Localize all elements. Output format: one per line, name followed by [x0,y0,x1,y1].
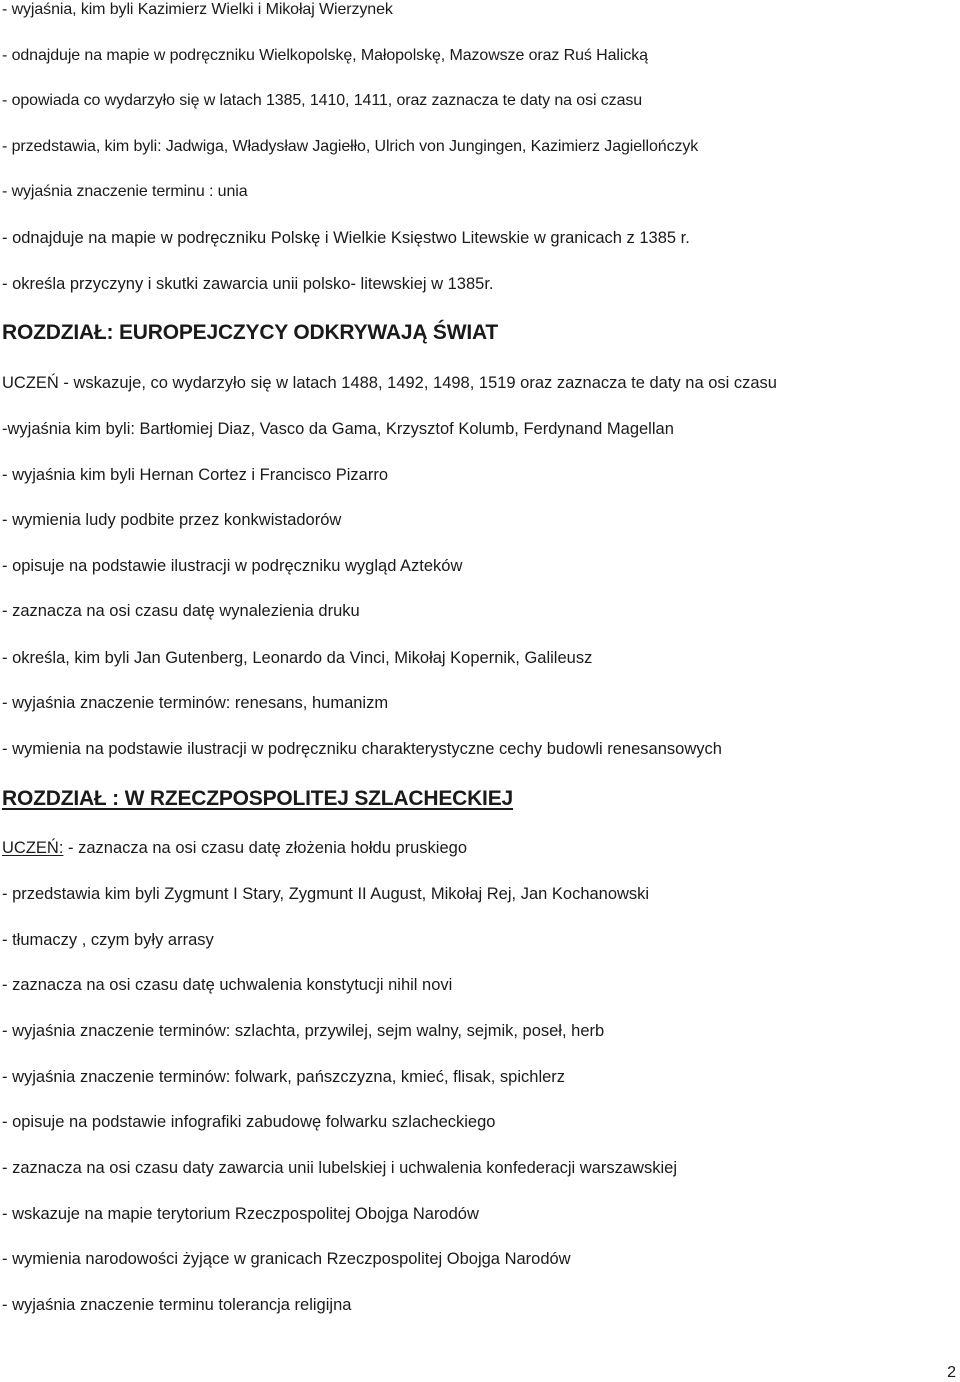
list-item: - odnajduje na mapie w podręczniku Wielkopolskę, Małopolskę, Mazowsze oraz Ruś Halicką [2,47,648,64]
page-number: 2 [947,1364,956,1381]
list-item: - opisuje na podstawie infografiki zabudowę folwarku szlacheckiego [2,1113,496,1131]
list-item: - opowiada co wydarzyło się w latach 1385, 1410, 1411, oraz zaznacza te daty na osi czasu [2,92,643,109]
list-item: - wyjaśnia, kim byli Kazimierz Wielki i Mikołaj Wierzynek [2,1,393,18]
list-item: - zaznacza na osi czasu datę wynalezienia druku [2,602,360,620]
list-item: - wymienia ludy podbite przez konkwistadorów [2,511,342,529]
list-item: - wskazuje na mapie terytorium Rzeczpospolitej Obojga Narodów [2,1205,479,1223]
list-item: - określa, kim byli Jan Gutenberg, Leonardo da Vinci, Mikołaj Kopernik, Galileusz [2,649,593,667]
section-heading-europejczycy: ROZDZIAŁ: EUROPEJCZYCY ODKRYWAJĄ ŚWIAT [2,321,499,344]
list-item: - przedstawia, kim byli: Jadwiga, Władysław Jagiełło, Ulrich von Jungingen, Kazimierz Jagiellończyk [2,138,699,155]
list-item: - wyjaśnia znaczenie terminu : unia [2,183,248,200]
list-item: - określa przyczyny i skutki zawarcia unii polsko- litewskiej w 1385r. [2,275,494,293]
list-item: UCZEŃ - wskazuje, co wydarzyło się w latach 1488, 1492, 1498, 1519 oraz zaznacza te daty na osi czasu [2,374,777,392]
list-item: - wyjaśnia znaczenie terminu tolerancja religijna [2,1296,352,1314]
list-item: - wyjaśnia znaczenie terminów: szlachta, przywilej, sejm walny, sejmik, poseł, herb [2,1022,605,1040]
lead-text: - zaznacza na osi czasu datę złożenia hołdu pruskiego [63,839,467,857]
list-item: - wyjaśnia znaczenie terminów: renesans, humanizm [2,694,389,712]
list-item: - wymienia na podstawie ilustracji w podręczniku charakterystyczne cechy budowli renesansowych [2,740,722,758]
list-item: - odnajduje na mapie w podręczniku Polskę i Wielkie Księstwo Litewskie w granicach z 1385 r. [2,229,690,247]
list-item: - wyjaśnia kim byli Hernan Cortez i Francisco Pizarro [2,466,389,484]
list-item: - tłumaczy , czym były arrasy [2,931,214,949]
section-heading-text: ROZDZIAŁ : W RZECZPOSPOLITEJ SZLACHECKIEJ [2,787,513,810]
section-heading-rzeczpospolita [2,786,513,812]
list-item: - przedstawia kim byli Zygmunt I Stary, Zygmunt II August, Mikołaj Rej, Jan Kochanowski [2,885,650,903]
student-label: UCZEŃ: [2,839,64,857]
list-item: - zaznacza na osi czasu datę uchwalenia konstytucji nihil novi [2,976,453,994]
list-item: - wyjaśnia znaczenie terminów: folwark, pańszczyzna, kmieć, flisak, spichlerz [2,1068,566,1086]
list-item: -wyjaśnia kim byli: Bartłomiej Diaz, Vasco da Gama, Krzysztof Kolumb, Ferdynand Magellan [2,420,674,438]
list-item: - wymienia narodowości żyjące w granicach Rzeczpospolitej Obojga Narodów [2,1250,571,1268]
list-item-lead [2,838,467,858]
list-item: - opisuje na podstawie ilustracji w podręczniku wygląd Azteków [2,557,463,575]
list-item: - zaznacza na osi czasu daty zawarcia unii lubelskiej i uchwalenia konfederacji warszawskiej [2,1159,677,1177]
